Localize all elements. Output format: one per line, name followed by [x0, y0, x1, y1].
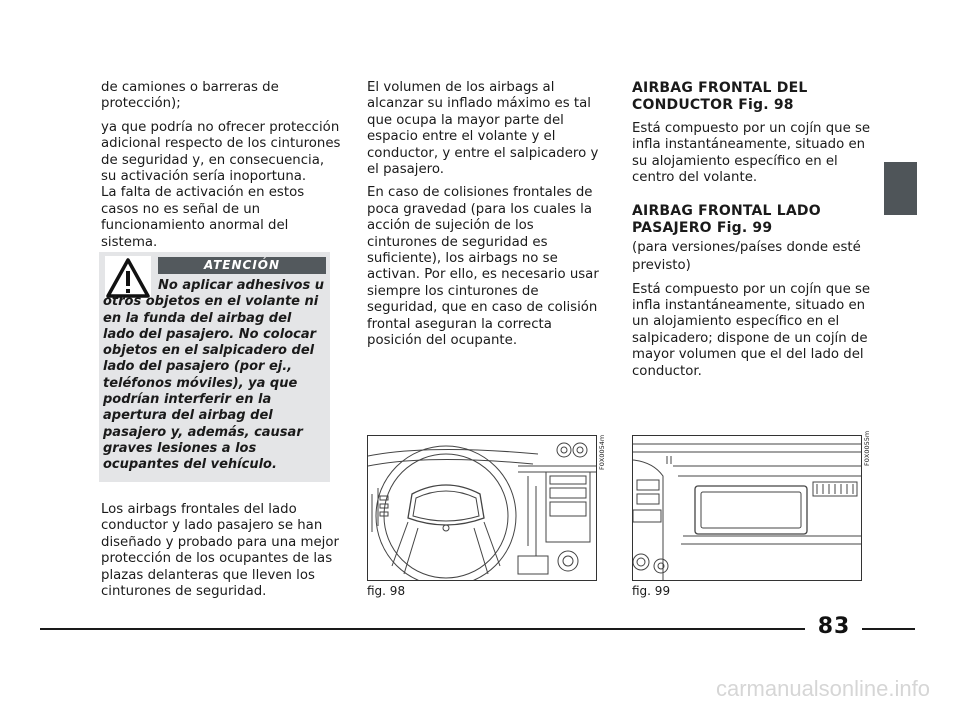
footer-rule: [862, 628, 915, 630]
paragraph: ya que podría no ofrecer protección adicional respecto de los cinturones de seguridad y, en consecuencia, su activación sería inoportuna.: [101, 119, 341, 185]
column-1-bottom: [101, 502, 341, 607]
paragraph: Los airbags frontales del lado conductor y lado pasajero se han diseñado y probado para una mejor protección de los ocupantes de las plazas delanteras que lleven los cinturones de seguridad.: [101, 502, 339, 600]
watermark: carmanualsonline.info: [715, 676, 930, 701]
footer-rule: [40, 628, 805, 630]
paragraph: (para versiones/países donde esté previsto): [632, 239, 861, 273]
steering-wheel-illustration: [368, 436, 596, 580]
paragraph: El volumen de los airbags al alcanzar su inflado máximo es tal que ocupa la mayor parte del espacio entre el volante y el conductor, y entre el salpicadero y el pasajero.: [367, 80, 599, 178]
figure-caption: fig. 99: [632, 584, 671, 598]
paragraph: En caso de colisiones frontales de poca gravedad (para los cuales la acción de sujeción de los cinturones de seguridad es suficiente), los airbags no se activan. Por ello, es necesario usar siempre los cinturones de seguridad, que en caso de colisión frontal aseguran la correcta posición del ocupante.: [367, 185, 599, 349]
figure-passenger-dashboard: [632, 435, 862, 581]
section-heading: AIRBAG FRONTAL DEL CONDUCTOR Fig. 98: [632, 80, 808, 113]
section-heading: AIRBAG FRONTAL LADO PASAJERO Fig. 99: [632, 202, 821, 236]
page-number: 83: [817, 614, 851, 639]
paragraph: de camiones o barreras de protección);: [101, 80, 279, 112]
figure-code: F0X0055m: [863, 430, 871, 466]
column-1: [101, 80, 341, 258]
paragraph: Está compuesto por un cojín que se infla instantáneamente, situado en su alojamiento específico en el centro del volante.: [632, 121, 871, 186]
paragraph: La falta de activación en estos casos no es señal de un funcionamiento anormal del sistema.: [101, 185, 305, 250]
warning-box: [99, 252, 330, 482]
section-tab: [884, 162, 917, 215]
paragraph: Está compuesto por un cojín que se infla instantáneamente, situado en un alojamiento específico en el salpicadero; dispone de un cojín de mayor volumen que el del lado del conductor.: [632, 281, 871, 379]
column-2: [367, 80, 604, 357]
warning-text: No aplicar adhesivos u otros objetos en el volante ni en la funda del airbag del lado del pasajero. No colocar objetos en el salpicadero del lado del pasajero (por ej., teléfonos móviles), ya que podrían interferir en la apertura del airbag del pasajero y, además, causar graves lesiones a los ocupantes del vehículo.: [103, 278, 325, 473]
figure-code: F0X0054m: [598, 434, 606, 470]
dashboard-illustration: [633, 436, 861, 580]
warning-title: ATENCIÓN: [158, 257, 326, 274]
figure-caption: fig. 98: [367, 584, 406, 598]
figure-steering-wheel: [367, 435, 597, 581]
column-3: [632, 80, 872, 387]
